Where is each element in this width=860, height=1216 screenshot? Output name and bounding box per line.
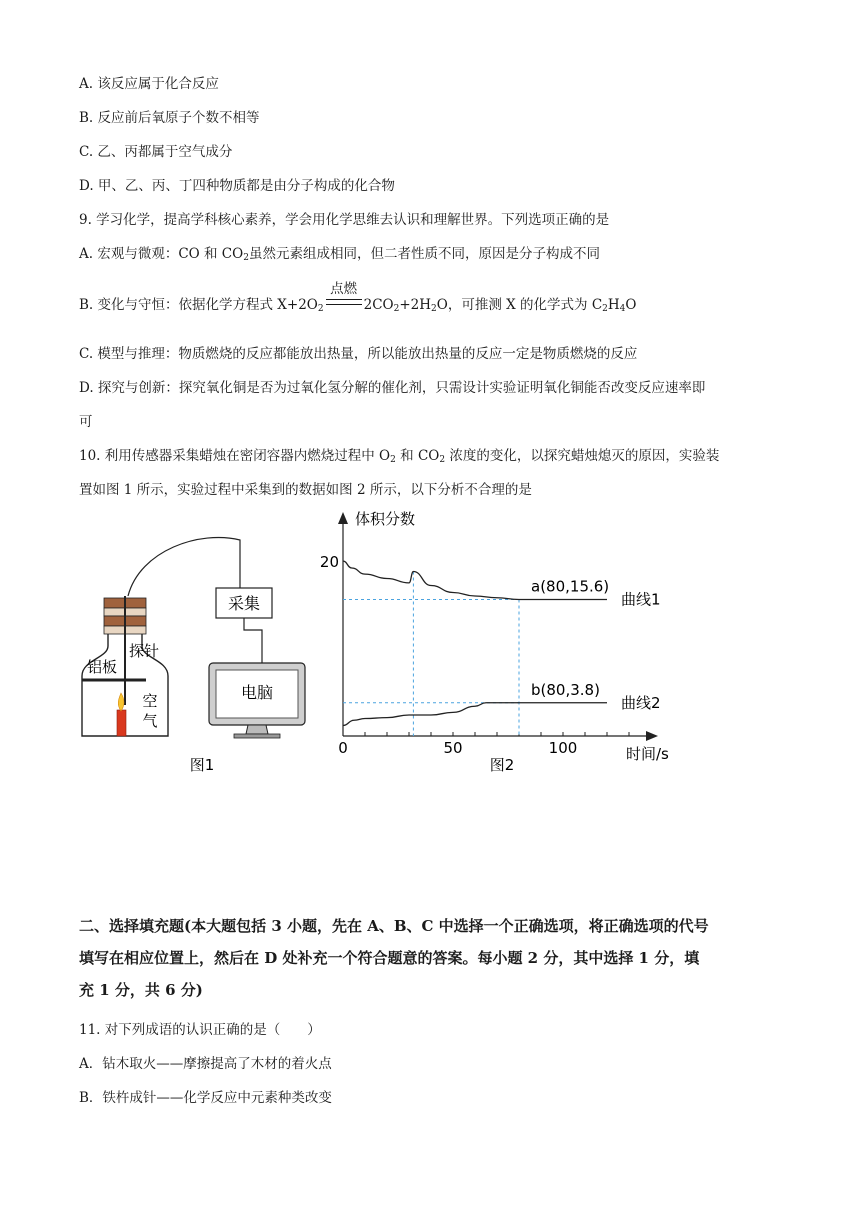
q9-option-b: B. 变化与守恒：依据化学方程式 $X+2O_2$ 点燃 $2CO_2+2H_2O$，可推测 X 的化学式为 $C_2H_4O$	[79, 281, 637, 314]
q8-option-d: D. 甲、乙、丙、丁四种物质都是由分子构成的化合物	[79, 178, 395, 194]
q11-option-a: A．钻木取火——摩擦提高了木材的着火点	[79, 1056, 332, 1072]
collector-label: 采集	[227, 594, 261, 613]
x-tick-label: 0	[338, 739, 348, 757]
figures-area	[0, 500, 860, 775]
figure-1-caption: 图1	[189, 756, 215, 774]
q10-stem-line1: 10. 利用传感器采集蜡烛在密闭容器内燃烧过程中 $O_2$ 和 $CO_2$ 浓度的变化，以探究蜡烛熄灭的原因，实验装	[79, 448, 720, 465]
q9-option-a: A. 宏观与微观：CO 和 $CO_2$虽然元素组成相同，但二者性质不同，原因是分子构成不同	[79, 246, 600, 263]
q9-option-d-line1: D. 探究与创新：探究氧化铜是否为过氧化氢分解的催化剂，只需设计实验证明氧化铜能否改变反应速率即	[79, 380, 706, 396]
air-label-1: 空	[142, 692, 158, 710]
x-tick-label: 50	[443, 739, 463, 757]
candle-flame	[118, 693, 124, 711]
section-2-heading-line3: 充 1 分，共 6 分)	[79, 981, 203, 999]
series-line-2	[343, 703, 607, 726]
y-axis-arrow	[338, 512, 348, 524]
candle	[117, 710, 126, 736]
q9-option-c: C. 模型与推理：物质燃烧的反应都能放出热量，所以能放出热量的反应一定是物质燃烧的反应	[79, 346, 638, 362]
x-tick-label: 100	[548, 739, 578, 757]
probe-label: 探针	[128, 642, 160, 660]
x-axis-arrow	[646, 731, 658, 741]
computer-label: 电脑	[240, 683, 274, 702]
y-axis-label: 体积分数	[355, 510, 416, 528]
q9-stem: 9. 学习化学，提高学科核心素养，学会用化学思维去认识和理解世界。下列选项正确的是	[79, 212, 610, 228]
figure-2-chart	[320, 510, 669, 774]
series-label-1: 曲线1	[621, 590, 661, 609]
q11-stem: 11. 对下列成语的认识正确的是（ ）	[79, 1022, 321, 1038]
air-label-2: 气	[142, 712, 158, 730]
q8-option-b: B. 反应前后氧原子个数不相等	[79, 110, 260, 126]
q8-option-a: A. 该反应属于化合反应	[79, 76, 219, 92]
plate-label: 铝板	[86, 658, 118, 676]
series-label-2: 曲线2	[621, 693, 661, 712]
point-label: a(80,15.6)	[531, 577, 610, 596]
q10-stem-line2: 置如图 1 所示，实验过程中采集到的数据如图 2 所示，以下分析不合理的是	[79, 482, 532, 498]
q9-option-d-line2: 可	[79, 414, 93, 430]
figure-1-apparatus	[82, 537, 305, 774]
reaction-condition: 点燃	[326, 296, 362, 314]
q11-option-b: B．铁杵成针——化学反应中元素种类改变	[79, 1090, 332, 1106]
q8-option-c: C. 乙、丙都属于空气成分	[79, 144, 233, 160]
section-2-heading-line1: 二、选择填充题(本大题包括 3 小题，先在 A、B、C 中选择一个正确选项，将正确选项的代号	[79, 917, 709, 935]
section-2-heading-line2: 填写在相应位置上，然后在 D 处补充一个符合题意的答案。每小题 2 分，其中选择 1 分，填	[79, 949, 700, 967]
x-axis-label: 时间/s	[626, 745, 669, 763]
point-label: b(80,3.8)	[531, 680, 600, 699]
figure-2-caption: 图2	[489, 756, 515, 774]
y-tick-label: 20	[319, 553, 339, 571]
